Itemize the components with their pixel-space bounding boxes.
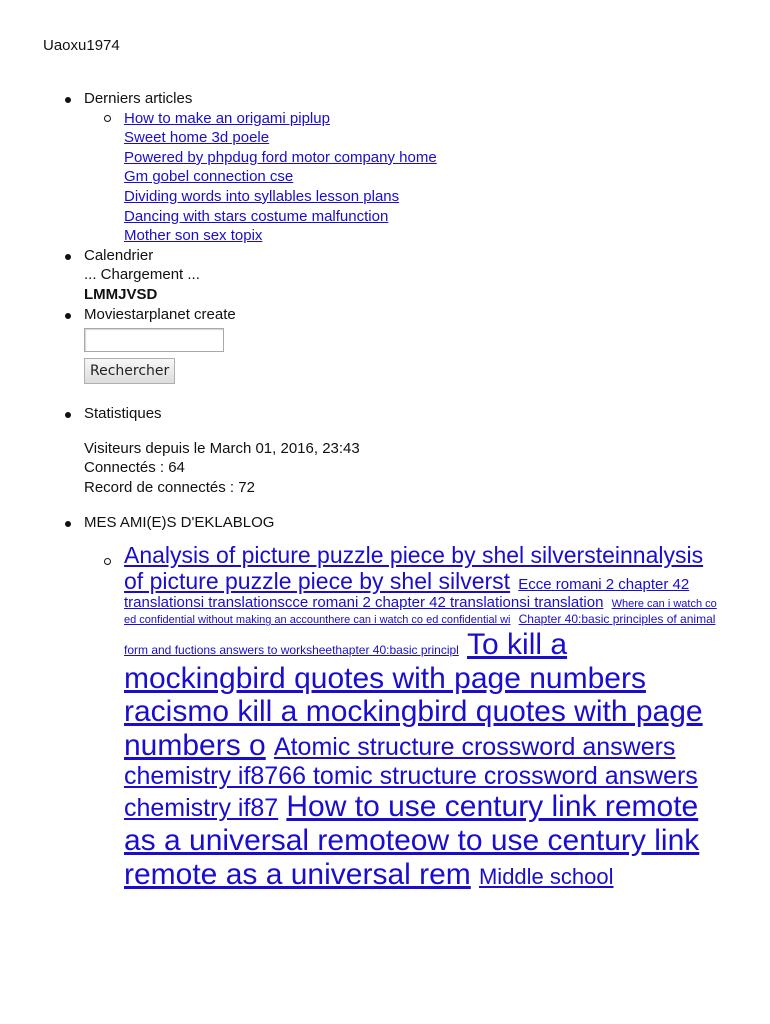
article-link[interactable]: Mother son sex topix <box>124 227 263 245</box>
circle-bullet-icon <box>104 115 111 122</box>
recent-articles-heading: Derniers articles <box>84 90 193 107</box>
article-link[interactable]: Dancing with stars costume malfunction <box>124 207 389 225</box>
tag-link[interactable]: Chapter 40:basic principles of animal form and fuctions answers to worksheethapter 40:basic principl <box>124 612 716 658</box>
tag-cloud <box>124 543 724 891</box>
bullet-icon <box>65 97 71 103</box>
tag-link[interactable]: Ecce romani 2 chapter 42 translationsi translationscce romani 2 chapter 42 translationsi translation <box>124 575 690 611</box>
tag-link[interactable]: How to use century link remote as a universal remoteow to use century link remote as a universal rem <box>124 790 700 891</box>
stats-visitors: Visiteurs depuis le March 01, 2016, 23:43 <box>84 439 360 457</box>
bullet-icon <box>65 313 71 319</box>
tag-link[interactable]: Where can i watch co ed confidential without making an accounthere can i watch co ed confidential wi <box>124 597 717 627</box>
bullet-icon <box>65 412 71 418</box>
search-heading: Moviestarplanet create <box>84 305 236 323</box>
article-link[interactable]: Gm gobel connection cse <box>124 168 294 186</box>
search-input[interactable] <box>84 328 224 352</box>
bullet-icon <box>65 521 71 527</box>
search-button[interactable]: Rechercher <box>84 358 175 384</box>
article-link[interactable]: Powered by phpdug ford motor company home <box>124 148 437 166</box>
article-link[interactable]: Sweet home 3d poele <box>124 129 270 147</box>
article-link[interactable]: How to make an origami piplup <box>124 109 330 127</box>
tag-link[interactable]: Analysis of picture puzzle piece by shel silversteinnalysis of picture puzzle piece by shel silverst <box>124 542 704 594</box>
article-link[interactable]: Dividing words into syllables lesson plans <box>124 187 400 205</box>
circle-bullet-icon <box>104 558 111 565</box>
site-title: Uaoxu1974 <box>43 37 120 54</box>
sidebar-widgets <box>0 89 770 532</box>
stats-connected: Connectés : 64 <box>84 459 185 477</box>
friends-heading: MES AMI(E)S D'EKLABLOG <box>84 513 275 531</box>
calendar-section <box>0 246 770 305</box>
recent-articles-section <box>0 89 770 246</box>
calendar-weekdays: LMMJVSD <box>84 285 158 303</box>
recent-articles-list <box>84 109 770 246</box>
tag-link[interactable]: To kill a mockingbird quotes with page numbers racismo kill a mockingbird quotes with page numbers o <box>124 628 703 762</box>
stats-section <box>0 404 770 497</box>
friends-section <box>0 513 770 533</box>
stats-record: Record de connectés : 72 <box>84 478 255 496</box>
search-section <box>0 305 770 385</box>
bullet-icon <box>65 254 71 260</box>
calendar-heading: Calendrier <box>84 246 154 264</box>
tag-link[interactable]: Atomic structure crossword answers chemistry if8766 tomic structure crossword answers chemistry if87 <box>124 732 698 823</box>
tag-link[interactable]: Middle school <box>478 863 614 889</box>
calendar-loading: ... Chargement ... <box>84 266 200 284</box>
list-item <box>124 109 770 246</box>
stats-heading: Statistiques <box>84 405 162 423</box>
